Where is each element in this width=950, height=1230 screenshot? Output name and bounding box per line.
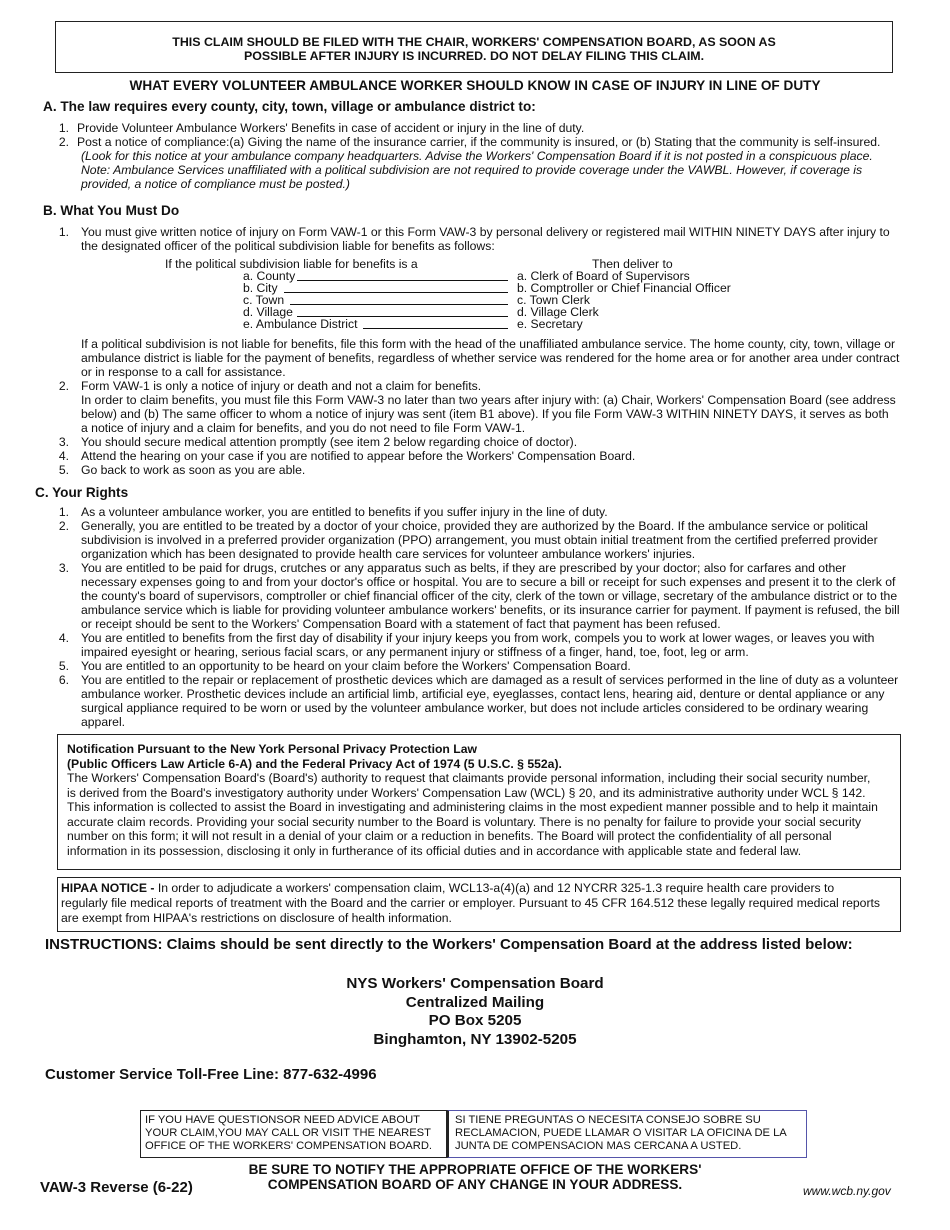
section-b-item1-line1: You must give written notice of injury on Form VAW-1 or this Form VAW-3 by personal delivery or registered mail WITHIN NINETY DAYS after injury to xyxy=(81,225,890,239)
deliver-to-list xyxy=(517,269,731,329)
section-c-item2-line1: Generally, you are entitled to be treated by a doctor of your choice, provided they are authorized by the Board. If the ambulance service or political xyxy=(81,519,868,533)
questions-es-line3: JUNTA DE COMPENSACION MAS CERCANA A USTED. xyxy=(455,1140,742,1152)
customer-service-line: Customer Service Toll-Free Line: 877-632-4996 xyxy=(45,1066,377,1083)
deliver-to-secretary: e. Secretary xyxy=(517,317,583,331)
subdivision-ambulance-district: e. Ambulance District xyxy=(243,317,358,331)
section-c-item4-line2: impaired eyesight or hearing, serious facial scars, or any permanent injury or stiffness of a finger, hand, toe, foot, leg or arm. xyxy=(81,645,749,659)
section-a-item2-note1: (Look for this notice at your ambulance company headquarters. Advise the Workers' Compensation Board if it is not posted in a conspicuous place. xyxy=(81,149,873,163)
section-a-heading: A. The law requires every county, city, town, village or ambulance district to: xyxy=(43,99,536,114)
subdivision-city: b. City xyxy=(243,281,278,295)
notify-line2: COMPENSATION BOARD OF ANY CHANGE IN YOUR ADDRESS. xyxy=(267,1176,683,1192)
privacy-title-line1: Notification Pursuant to the New York Personal Privacy Protection Law xyxy=(67,742,477,756)
list-item xyxy=(243,293,508,305)
section-c-item6-line2: ambulance worker. Prosthetic devices include an artificial limb, artificial eye, eyeglasses, contact lens, hearing aid, denture or dental appliance or any xyxy=(81,687,885,701)
section-c-item3-line3: the county's board of supervisors, comptroller or chief financial officer of the city, clerk of the town or village, secretary of the ambulance district or to the xyxy=(81,589,898,603)
hipaa-line3: are exempt from HIPAA's restrictions on disclosure of health information. xyxy=(61,911,452,925)
list-number: 4. xyxy=(58,631,69,645)
questions-en-line2: YOUR CLAIM,YOU MAY CALL OR VISIT THE NEAREST xyxy=(145,1127,431,1139)
list-number: 1. xyxy=(58,225,69,239)
subdivision-town: c. Town xyxy=(243,293,285,307)
table-right-header: Then deliver to xyxy=(592,257,673,271)
list-number: 2. xyxy=(58,379,69,393)
list-item xyxy=(243,269,508,281)
privacy-line4: accurate claim records. Providing your social security number to the Board is voluntary. There is no penalty for failure to provide your social security xyxy=(67,814,862,829)
section-b-item3: You should secure medical attention promptly (see item 2 below regarding choice of doctor). xyxy=(81,435,578,449)
list-number: 3. xyxy=(58,561,69,575)
unaffiliated-para-line2: ambulance district is liable for the payment of benefits, regardless of whether service was rendered for the home area or for another area under contract xyxy=(81,351,900,365)
list-number: 2. xyxy=(58,519,69,533)
section-c-item2-line3: organization which has been designated to provide health care services for volunteer ambulance workers' injuries. xyxy=(81,547,696,561)
mailing-address xyxy=(0,975,950,1049)
privacy-notice-box xyxy=(57,734,901,870)
instructions-heading: INSTRUCTIONS: Claims should be sent directly to the Workers' Compensation Board at the address listed below: xyxy=(45,936,853,953)
subdivision-list xyxy=(243,269,508,329)
hipaa-notice-box xyxy=(57,877,901,932)
list-number: 4. xyxy=(58,449,69,463)
privacy-line2: is derived from the Board's investigatory authority under Workers' Compensation Law (WCL) § 20, and its administrative authority under WCL § 142. xyxy=(67,785,866,800)
address-line4: Binghamton, NY 13902-5205 xyxy=(373,1030,577,1048)
list-number: 2. xyxy=(58,135,69,149)
list-number: 5. xyxy=(58,463,69,477)
questions-es-line2: RECLAMACION, PUEDE LLAMAR O VISITAR LA OFICINA DE LA xyxy=(455,1127,787,1139)
hipaa-line1-text: In order to adjudicate a workers' compensation claim, WCL13-a(4)(a) and 12 NYCRR 325-1.3 require health care providers to xyxy=(154,881,835,895)
section-c-item4-line1: You are entitled to benefits from the first day of disability if your injury keeps you from work, compels you to work at lower wages, or leaves you with xyxy=(81,631,875,645)
section-c-item3-line1: You are entitled to be paid for drugs, crutches or any apparatus such as belts, if they are prescribed by your doctor; also for carfares and other xyxy=(81,561,847,575)
section-c-item2-line2: subdivision is involved in a preferred provider organization (PPO) arrangement, you must obtain initial treatment from the certified preferred provider xyxy=(81,533,878,547)
address-line1: NYS Workers' Compensation Board xyxy=(346,975,604,992)
section-c-item6-line3: surgical appliance required to be worn or used by the volunteer ambulance worker, but does not include articles considered to be ordinary wearing xyxy=(81,701,869,715)
filing-notice-box xyxy=(55,21,893,73)
section-b-item2-line1: Form VAW-1 is only a notice of injury or death and not a claim for benefits. xyxy=(81,379,482,393)
section-c-item1: As a volunteer ambulance worker, you are entitled to benefits if you suffer injury in the line of duty. xyxy=(81,505,608,519)
hipaa-line2: regularly file medical reports of treatment with the Board and the carrier or employer. Pursuant to 45 CFR 164.512 these legally required medical reports xyxy=(61,896,881,910)
subdivision-county: a. County xyxy=(243,269,296,283)
section-c-item3-line4: ambulance service which is liable for providing volunteer ambulance workers' benefits, or its insurance carrier for payment. If payment is refused, the bill xyxy=(81,603,900,617)
section-b-item2-line2: In order to claim benefits, you must file this Form VAW-3 no later than two years after injury with: (a) Chair, Workers' Compensation Board (see address xyxy=(81,393,896,407)
section-a-item2: Post a notice of compliance:(a) Giving the name of the insurance carrier, if the community is insured, or (b) Stating that the community is self-insured. xyxy=(77,135,881,149)
address-change-notice xyxy=(230,1163,720,1192)
section-c-item3-line5: or receipt should be sent to the Workers' Compensation Board with a statement of fact that payment has been refused. xyxy=(81,617,721,631)
unaffiliated-para-line3: or in response to a call for assistance. xyxy=(81,365,286,379)
hipaa-line1 xyxy=(61,881,896,896)
deliver-to-town-clerk: c. Town Clerk xyxy=(517,293,590,307)
section-c-heading: C. Your Rights xyxy=(35,485,129,500)
questions-es-line1: SI TIENE PREGUNTAS O NECESITA CONSEJO SOBRE SU xyxy=(455,1114,761,1126)
section-a-item2-note3: provided, a notice of compliance must be posted.) xyxy=(81,177,350,191)
section-b-item5: Go back to work as soon as you are able. xyxy=(81,463,306,477)
page-title: WHAT EVERY VOLUNTEER AMBULANCE WORKER SHOULD KNOW IN CASE OF INJURY IN LINE OF DUTY xyxy=(129,78,821,93)
questions-box-english xyxy=(140,1110,447,1158)
privacy-line6: information in its possession, disclosing it only in furtherance of its official duties and in accordance with applicable state and federal law. xyxy=(67,843,802,858)
section-a-item2-note2: Note: Ambulance Services unaffiliated with a political subdivision are not required to provide coverage under the VAWBL. However, if coverage is xyxy=(81,163,863,177)
blank-line xyxy=(363,317,508,329)
section-c-item3-line2: necessary expenses going to and from your doctor's office or hospital. You are to secure a bill or receipt for such expenses and present it to the clerk of xyxy=(81,575,896,589)
notify-line1: BE SURE TO NOTIFY THE APPROPRIATE OFFICE OF THE WORKERS' xyxy=(248,1162,702,1177)
list-number: 1. xyxy=(58,505,69,519)
form-number: VAW-3 Reverse (6-22) xyxy=(40,1179,193,1196)
section-b-item4: Attend the hearing on your case if you are notified to appear before the Workers' Compensation Board. xyxy=(81,449,636,463)
section-a-item1: Provide Volunteer Ambulance Workers' Benefits in case of accident or injury in the line of duty. xyxy=(77,121,585,135)
list-item xyxy=(243,305,508,317)
questions-box-spanish xyxy=(447,1110,807,1158)
address-line3: PO Box 5205 xyxy=(428,1012,522,1029)
blank-line xyxy=(297,305,508,317)
privacy-title-line2: (Public Officers Law Article 6-A) and the Federal Privacy Act of 1974 (5 U.S.C. § 552a). xyxy=(67,756,562,771)
deliver-to-clerk-board: a. Clerk of Board of Supervisors xyxy=(517,269,690,283)
questions-en-line1: IF YOU HAVE QUESTIONSOR NEED ADVICE ABOUT xyxy=(145,1114,420,1126)
unaffiliated-para-line1: If a political subdivision is not liable for benefits, file this form with the head of the unaffiliated ambulance service. The home county, city, town, village or xyxy=(81,337,896,351)
section-b-item2-line4: a notice of injury and a claim for benefits, and you do not need to file Form VAW-1. xyxy=(81,421,526,435)
deliver-to-comptroller: b. Comptroller or Chief Financial Officer xyxy=(517,281,731,295)
subdivision-village: d. Village xyxy=(243,305,293,319)
questions-en-line3: OFFICE OF THE WORKERS' COMPENSATION BOARD. xyxy=(145,1140,433,1152)
section-c-item6-line1: You are entitled to the repair or replacement of prosthetic devices which are damaged as a result of services performed in the line of duty as a volunteer xyxy=(81,673,899,687)
address-line2: Centralized Mailing xyxy=(405,993,545,1011)
privacy-line3: This information is collected to assist the Board in investigating and administering claims in the most expedient manner possible and to help it maintain xyxy=(67,800,878,814)
deliver-to-village-clerk: d. Village Clerk xyxy=(517,305,599,319)
section-b-heading: B. What You Must Do xyxy=(43,203,180,218)
list-number: 5. xyxy=(58,659,69,673)
privacy-line1: The Workers' Compensation Board's (Board's) authority to request that claimants provide personal information, including their social security number, xyxy=(67,771,871,785)
list-item xyxy=(243,281,508,293)
list-number: 1. xyxy=(58,121,69,135)
website-url: www.wcb.ny.gov xyxy=(803,1184,891,1198)
privacy-line5: number on this form; it will not result in a denial of your claim or a reduction in benefits. The Board will protect the confidentiality of all personal xyxy=(67,829,832,843)
section-b-item1-line2: the designated officer of the political subdivision liable for benefits as follows: xyxy=(81,239,495,253)
filing-notice-line1: THIS CLAIM SHOULD BE FILED WITH THE CHAIR, WORKERS' COMPENSATION BOARD, AS SOON AS xyxy=(172,35,776,49)
list-number: 3. xyxy=(58,435,69,449)
blank-line xyxy=(284,281,508,293)
blank-line xyxy=(297,269,508,281)
section-c-item6-line4: apparel. xyxy=(81,715,126,729)
section-b-item2-line3: below) and (b) The same officer to whom a notice of injury was sent (item B1 above). If you file Form VAW-3 WITHIN NINETY DAYS, it serves as both xyxy=(81,407,889,421)
list-number: 6. xyxy=(58,673,69,687)
section-c-item5: You are entitled to an opportunity to be heard on your claim before the Workers' Compensation Board. xyxy=(81,659,631,673)
blank-line xyxy=(290,293,508,305)
list-item xyxy=(243,317,508,329)
hipaa-label: HIPAA NOTICE - xyxy=(61,881,155,895)
filing-notice-line2: POSSIBLE AFTER INJURY IS INCURRED. DO NOT DELAY FILING THIS CLAIM. xyxy=(243,49,705,63)
table-left-header: If the political subdivision liable for benefits is a xyxy=(165,257,418,271)
